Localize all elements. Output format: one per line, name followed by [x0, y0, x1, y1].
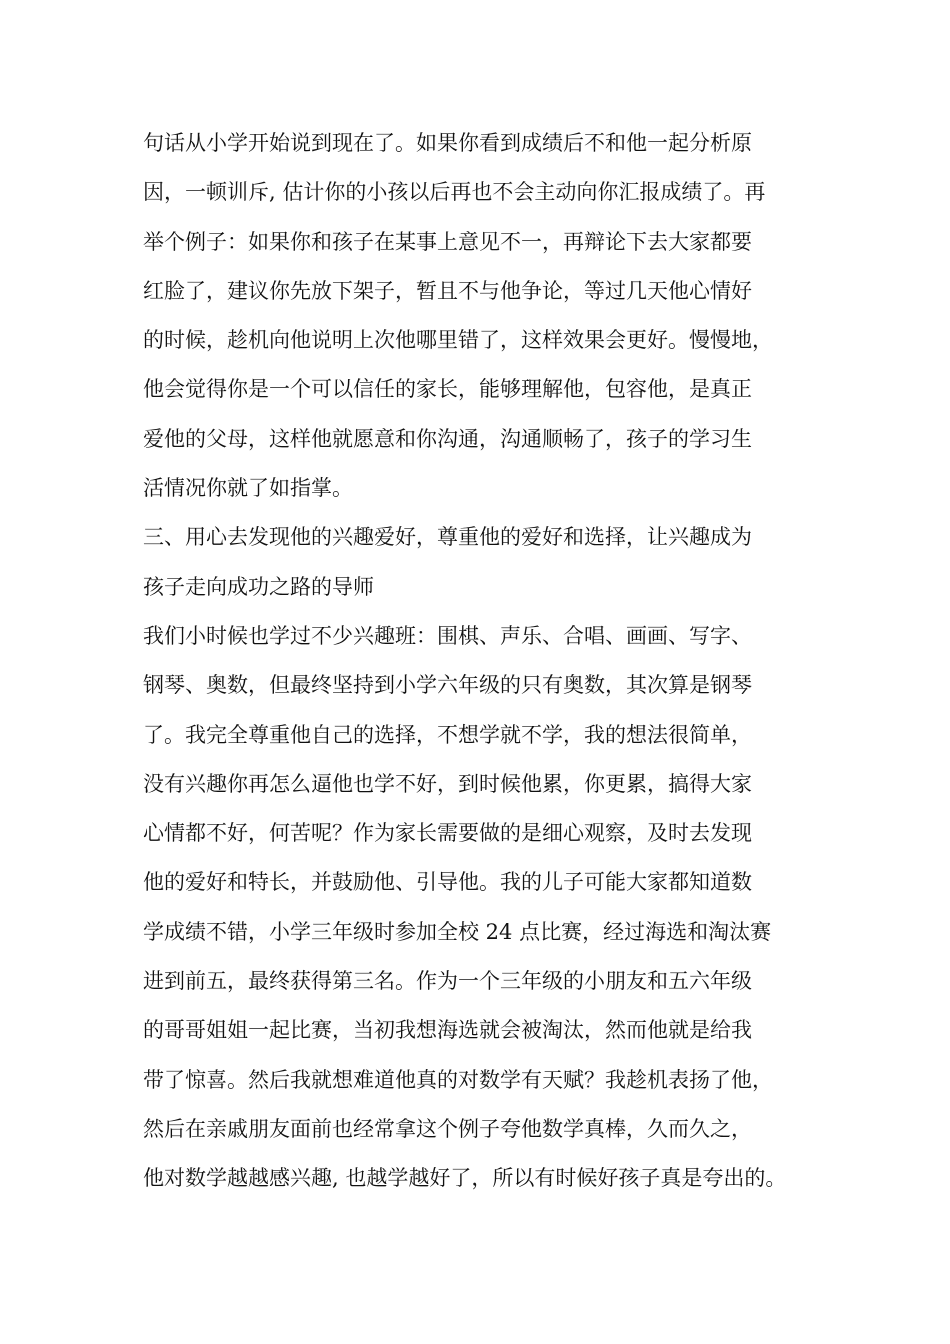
text-line-7: 爱他的父母，这样他就愿意和你沟通，沟通顺畅了，孩子的学习生	[143, 426, 752, 451]
text-line-17: 学成绩不错，小学三年级时参加全校 24 点比赛，经过海选和淘汰赛	[143, 919, 772, 944]
text-line-18: 进到前五，最终获得第三名。作为一个三年级的小朋友和五六年级	[143, 969, 752, 994]
text-line-8: 活情况你就了如指掌。	[143, 476, 353, 501]
text-line-20: 带了惊喜。然后我就想难道他真的对数学有天赋？我趁机表扬了他，	[143, 1067, 773, 1092]
text-line-3: 举个例子：如果你和孩子在某事上意见不一，再辩论下去大家都要	[143, 229, 752, 254]
text-line-6: 他会觉得你是一个可以信任的家长，能够理解他，包容他，是真正	[143, 377, 752, 402]
text-line-19: 的哥哥姐姐一起比赛，当初我想海选就会被淘汰，然而他就是给我	[143, 1018, 752, 1043]
section-heading-line-1: 三、用心去发现他的兴趣爱好，尊重他的爱好和选择，让兴趣成为	[143, 525, 752, 550]
text-line-21: 然后在亲戚朋友面前也经常拿这个例子夸他数学真棒，久而久之，	[143, 1116, 752, 1141]
text-line-14: 没有兴趣你再怎么逼他也学不好，到时候他累，你更累，搞得大家	[143, 771, 752, 796]
text-line-2: 因，一顿训斥, 估计你的小孩以后再也不会主动向你汇报成绩了。再	[143, 180, 766, 205]
text-line-12: 钢琴、奥数，但最终坚持到小学六年级的只有奥数，其次算是钢琴	[143, 673, 752, 698]
body-text	[143, 119, 833, 1204]
text-line-15: 心情都不好，何苦呢？作为家长需要做的是细心观察，及时去发现	[143, 821, 752, 846]
text-line-13: 了。我完全尊重他自己的选择，不想学就不学，我的想法很简单，	[143, 722, 752, 747]
text-line-11: 我们小时候也学过不少兴趣班：围棋、声乐、合唱、画画、写字、	[143, 623, 752, 648]
text-line-1: 句话从小学开始说到现在了。如果你看到成绩后不和他一起分析原	[143, 131, 752, 155]
text-line-5: 的时候，趁机向他说明上次他哪里错了，这样效果会更好。慢慢地，	[143, 328, 773, 353]
text-line-16: 他的爱好和特长，并鼓励他、引导他。我的儿子可能大家都知道数	[143, 870, 752, 895]
text-line-4: 红脸了，建议你先放下架子，暂且不与他争论，等过几天他心情好	[143, 278, 752, 303]
text-line-22: 他对数学越越感兴趣, 也越学越好了，所以有时候好孩子真是夸出的。	[143, 1166, 787, 1191]
section-heading-line-2: 孩子走向成功之路的导师	[143, 574, 374, 599]
